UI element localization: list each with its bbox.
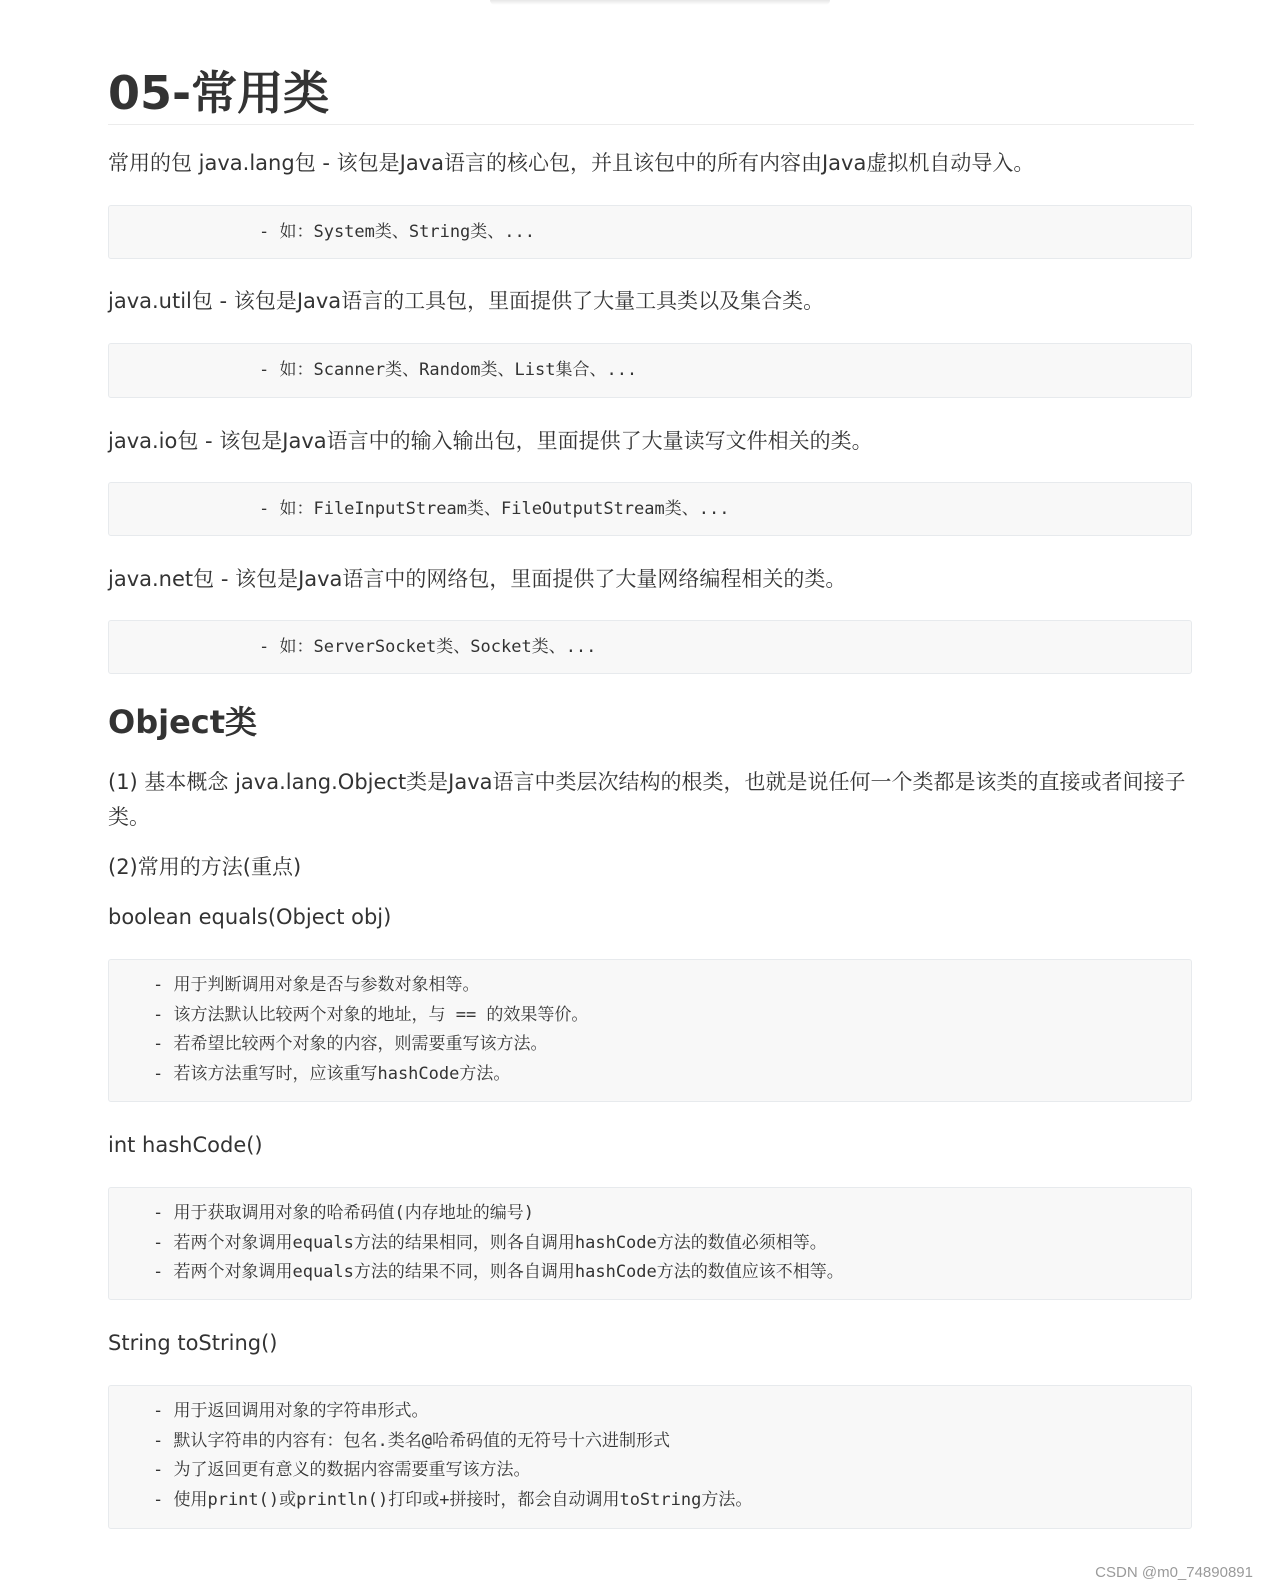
code-line: - 使用print()或println()打印或+拼接时，都会自动调用toString方法。 xyxy=(153,1489,753,1510)
methods-heading: (2)常用的方法(重点) xyxy=(108,855,302,879)
code-line: - 如：Scanner类、Random类、List集合、... xyxy=(259,360,638,380)
package-desc-util: java.util包 - 该包是Java语言的工具包，里面提供了大量工具类以及集合类。 xyxy=(108,289,825,313)
code-line: - 用于返回调用对象的字符串形式。 xyxy=(153,1401,429,1421)
watermark: CSDN @m0_74890891 xyxy=(1095,1564,1253,1581)
code-block-net xyxy=(108,620,1192,674)
code-block-io xyxy=(108,482,1192,536)
method-signature-equals: boolean equals(Object obj) xyxy=(108,905,392,929)
method-signature-tostring: String toString() xyxy=(108,1331,278,1355)
code-line: - 若两个对象调用equals方法的结果相同，则各自调用hashCode方法的数值必须相等。 xyxy=(153,1232,827,1253)
code-line: - 如：System类、String类、... xyxy=(259,222,535,242)
code-block-util xyxy=(108,343,1192,398)
top-shadow xyxy=(490,0,830,5)
package-desc-net: java.net包 - 该包是Java语言中的网络包，里面提供了大量网络编程相关的类。 xyxy=(108,567,847,591)
code-line: - 该方法默认比较两个对象的地址，与 == 的效果等价。 xyxy=(153,1004,589,1025)
code-line: - 若两个对象调用equals方法的结果不同，则各自调用hashCode方法的数值应该不相等。 xyxy=(153,1262,844,1282)
object-concept-line2: 类。 xyxy=(108,805,150,829)
package-desc-io: java.io包 - 该包是Java语言中的输入输出包，里面提供了大量读写文件相关的类。 xyxy=(108,429,873,453)
code-line: - 若该方法重写时，应该重写hashCode方法。 xyxy=(153,1063,511,1084)
code-block-equals xyxy=(108,959,1192,1102)
package-desc-lang: 常用的包 java.lang包 - 该包是Java语言的核心包，并且该包中的所有内容由Java虚拟机自动导入。 xyxy=(108,151,1035,175)
code-line: - 默认字符串的内容有：包名.类名@哈希码值的无符号十六进制形式 xyxy=(153,1430,670,1451)
code-line: - 用于判断调用对象是否与参数对象相等。 xyxy=(153,975,480,995)
code-block-tostring xyxy=(108,1385,1192,1529)
page-title: 05-常用类 xyxy=(108,62,1194,125)
code-line: - 若希望比较两个对象的内容，则需要重写该方法。 xyxy=(153,1034,548,1054)
code-block-lang xyxy=(108,205,1192,259)
code-line: - 如：ServerSocket类、Socket类、... xyxy=(259,637,597,657)
code-line: - 为了返回更有意义的数据内容需要重写该方法。 xyxy=(153,1460,531,1480)
code-line: - 如：FileInputStream类、FileOutputStream类、... xyxy=(259,499,730,519)
code-line: - 用于获取调用对象的哈希码值(内存地址的编号) xyxy=(153,1203,534,1223)
code-block-hashcode xyxy=(108,1187,1192,1300)
object-concept-line1: (1) 基本概念 java.lang.Object类是Java语言中类层次结构的根类，也就是说任何一个类都是该类的直接或者间接子 xyxy=(108,770,1186,794)
method-signature-hashcode: int hashCode() xyxy=(108,1133,263,1157)
section-heading-object: Object类 xyxy=(108,703,258,741)
